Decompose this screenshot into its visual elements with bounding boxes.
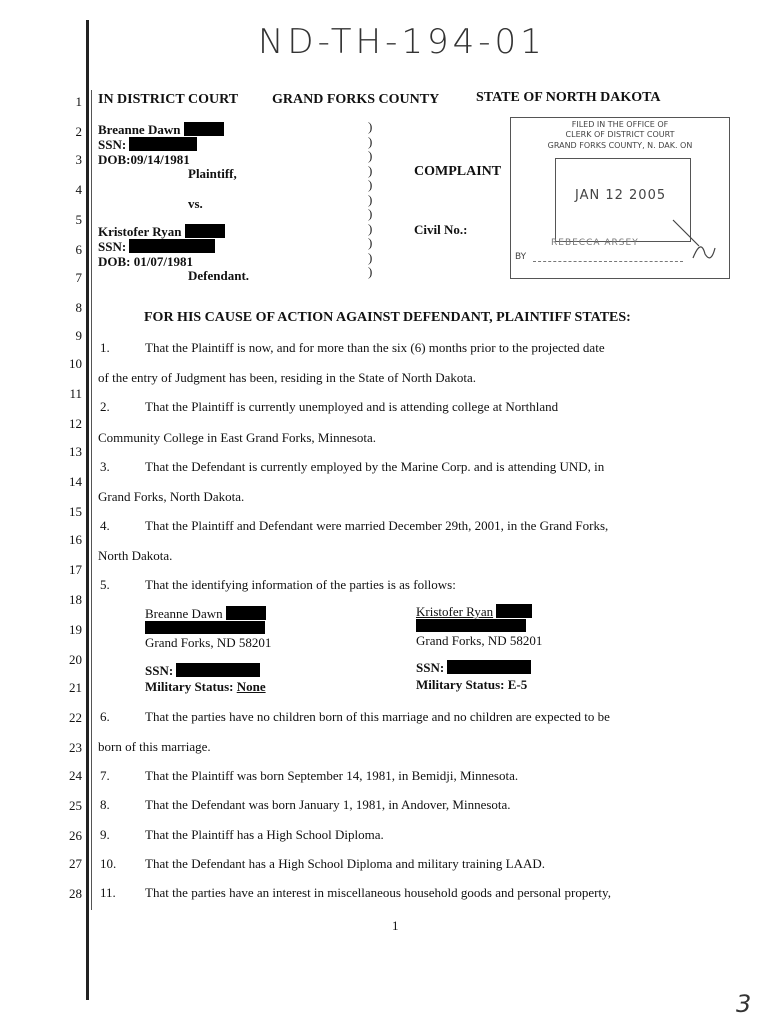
plaintiff-military-value: None bbox=[236, 679, 266, 694]
line-number: 11 bbox=[69, 386, 82, 401]
redaction-bar bbox=[145, 621, 265, 634]
paragraph-number: 6. bbox=[100, 709, 110, 724]
paragraph-text: That the identifying information of the parties is as follows: bbox=[145, 577, 456, 592]
line-number: 5 bbox=[75, 212, 82, 227]
line-number: 2 bbox=[75, 124, 82, 139]
line-number: 20 bbox=[69, 652, 82, 667]
line-number: 25 bbox=[69, 798, 82, 813]
stamp-line-3: GRAND FORKS COUNTY, N. DAK. ON bbox=[547, 141, 693, 150]
paragraph-number: 7. bbox=[100, 768, 110, 783]
stamp-date: JAN 12 2005 bbox=[575, 188, 667, 203]
paragraph-number: 4. bbox=[100, 518, 110, 533]
redaction-bar bbox=[226, 606, 266, 620]
handwritten-corner-mark: 3 bbox=[736, 990, 752, 1018]
state-name: STATE OF NORTH DAKOTA bbox=[476, 90, 661, 105]
paragraph-text: Grand Forks, North Dakota. bbox=[98, 489, 245, 504]
plaintiff-ssn-label: SSN: bbox=[98, 137, 127, 152]
paragraph-text: That the parties have no children born of this marriage and no children are expected to be bbox=[145, 709, 610, 724]
defendant-id-ssn-label: SSN: bbox=[416, 660, 445, 675]
versus: vs. bbox=[188, 196, 203, 211]
line-number: 16 bbox=[69, 532, 82, 547]
defendant-name: Kristofer Ryan bbox=[98, 224, 182, 239]
paragraph-text: That the Plaintiff is currently unemployed and is attending college at Northland bbox=[145, 399, 559, 414]
paragraph-number: 5. bbox=[100, 577, 110, 592]
paragraph-text: of the entry of Judgment has been, residing in the State of North Dakota. bbox=[98, 370, 476, 385]
line-number: 3 bbox=[75, 152, 82, 167]
paragraph-number: 2. bbox=[100, 399, 110, 414]
plaintiff-id-city: Grand Forks, ND 58201 bbox=[145, 635, 272, 650]
line-number: 4 bbox=[75, 182, 82, 197]
paragraph-number: 9. bbox=[100, 827, 110, 842]
stamp-line-1: FILED IN THE OFFICE OF bbox=[571, 120, 669, 129]
line-number: 8 bbox=[75, 300, 82, 315]
caption-brace-column: ) ) ) ) ) ) ) ) ) ) ) bbox=[368, 119, 373, 279]
plaintiff-id-name-text: Breanne Dawn bbox=[145, 606, 223, 621]
defendant-id-ssn bbox=[416, 660, 531, 676]
line-number: 26 bbox=[69, 828, 82, 843]
paragraph-text: That the Defendant has a High School Diploma and military training LAAD. bbox=[145, 856, 546, 871]
line-number: 14 bbox=[69, 474, 82, 489]
plaintiff-id-ssn bbox=[145, 663, 260, 679]
line-number: 10 bbox=[69, 356, 82, 371]
paragraph-text: North Dakota. bbox=[98, 548, 173, 563]
defendant-role: Defendant. bbox=[188, 268, 250, 283]
paragraph-text: Community College in East Grand Forks, Minnesota. bbox=[98, 430, 377, 445]
line-number: 21 bbox=[69, 680, 82, 695]
paragraph-text: That the Defendant is currently employed by the Marine Corp. and is attending UND, in bbox=[145, 459, 605, 474]
stamp-by-label: BY bbox=[515, 252, 527, 262]
stamp-signature-mark bbox=[671, 218, 721, 268]
cause-of-action-heading: FOR HIS CAUSE OF ACTION AGAINST DEFENDANT, PLAINTIFF STATES: bbox=[144, 310, 631, 325]
defendant-dob: DOB: 01/07/1981 bbox=[98, 254, 193, 269]
plaintiff-name: Breanne Dawn bbox=[98, 122, 181, 137]
paragraph-text: That the Plaintiff has a High School Diploma. bbox=[145, 827, 384, 842]
plaintiff-ssn-line bbox=[98, 137, 197, 153]
clerk-filing-stamp bbox=[510, 117, 730, 279]
stamp-clerk-name: REBECCA ARSEY bbox=[551, 238, 639, 248]
court-name: IN DISTRICT COURT bbox=[98, 92, 239, 107]
paragraph-text: That the Plaintiff and Defendant were married December 29th, 2001, in the Grand Forks, bbox=[145, 518, 609, 533]
plaintiff-name-line bbox=[98, 122, 224, 138]
paragraph-number: 11. bbox=[100, 885, 116, 900]
page-number: 1 bbox=[392, 918, 399, 933]
paragraph-text: That the Defendant was born January 1, 1981, in Andover, Minnesota. bbox=[145, 797, 511, 812]
line-number: 23 bbox=[69, 740, 82, 755]
plaintiff-role: Plaintiff, bbox=[188, 166, 237, 181]
line-number: 9 bbox=[75, 328, 82, 343]
redaction-bar bbox=[176, 663, 260, 677]
line-number: 7 bbox=[75, 270, 82, 285]
line-number: 17 bbox=[69, 562, 82, 577]
paragraph-text: That the Plaintiff was born September 14, 1981, in Bemidji, Minnesota. bbox=[145, 768, 519, 783]
line-number: 15 bbox=[69, 504, 82, 519]
handwritten-doc-id: ND-TH-194-01 bbox=[258, 22, 546, 62]
plaintiff-id-name bbox=[145, 606, 266, 622]
plaintiff-military-label: Military Status: bbox=[145, 679, 234, 694]
stamp-line-2: CLERK OF DISTRICT COURT bbox=[565, 130, 675, 139]
line-number-rule bbox=[91, 90, 92, 910]
paragraph-number: 10. bbox=[100, 856, 117, 871]
redaction-bar bbox=[496, 604, 532, 618]
line-number: 1 bbox=[75, 94, 82, 109]
defendant-military-status: Military Status: E-5 bbox=[416, 677, 528, 692]
defendant-id-name-text: Kristofer Ryan bbox=[416, 604, 494, 619]
plaintiff-id-ssn-label: SSN: bbox=[145, 663, 174, 678]
line-number: 19 bbox=[69, 622, 82, 637]
document-type: COMPLAINT bbox=[414, 164, 502, 179]
county-name: GRAND FORKS COUNTY bbox=[272, 92, 440, 107]
line-number: 24 bbox=[69, 768, 82, 783]
defendant-id-name bbox=[416, 604, 532, 620]
paragraph-text: born of this marriage. bbox=[98, 739, 211, 754]
paragraph-number: 3. bbox=[100, 459, 110, 474]
paragraph-text: That the Plaintiff is now, and for more than the six (6) months prior to the projected date bbox=[145, 340, 605, 355]
defendant-name-line bbox=[98, 224, 225, 240]
redaction-bar bbox=[129, 137, 197, 151]
civil-number-label: Civil No.: bbox=[414, 222, 468, 237]
left-margin-rule bbox=[86, 20, 89, 1000]
defendant-ssn-line bbox=[98, 239, 215, 255]
line-number: 12 bbox=[69, 416, 82, 431]
paragraph-number: 8. bbox=[100, 797, 110, 812]
defendant-id-city: Grand Forks, ND 58201 bbox=[416, 633, 543, 648]
redaction-bar bbox=[447, 660, 531, 674]
plaintiff-military-status bbox=[145, 679, 266, 695]
plaintiff-dob: DOB:09/14/1981 bbox=[98, 152, 190, 167]
defendant-ssn-label: SSN: bbox=[98, 239, 127, 254]
paragraph-text: That the parties have an interest in miscellaneous household goods and personal property, bbox=[145, 885, 611, 900]
line-number: 18 bbox=[69, 592, 82, 607]
redaction-bar bbox=[129, 239, 215, 253]
line-number: 6 bbox=[75, 242, 82, 257]
redaction-bar bbox=[185, 224, 225, 238]
line-number: 28 bbox=[69, 886, 82, 901]
redaction-bar bbox=[184, 122, 224, 136]
redaction-bar bbox=[416, 619, 526, 632]
line-number: 27 bbox=[69, 856, 82, 871]
stamp-signature-line bbox=[533, 261, 683, 262]
paragraph-number: 1. bbox=[100, 340, 110, 355]
line-number: 22 bbox=[69, 710, 82, 725]
line-number: 13 bbox=[69, 444, 82, 459]
